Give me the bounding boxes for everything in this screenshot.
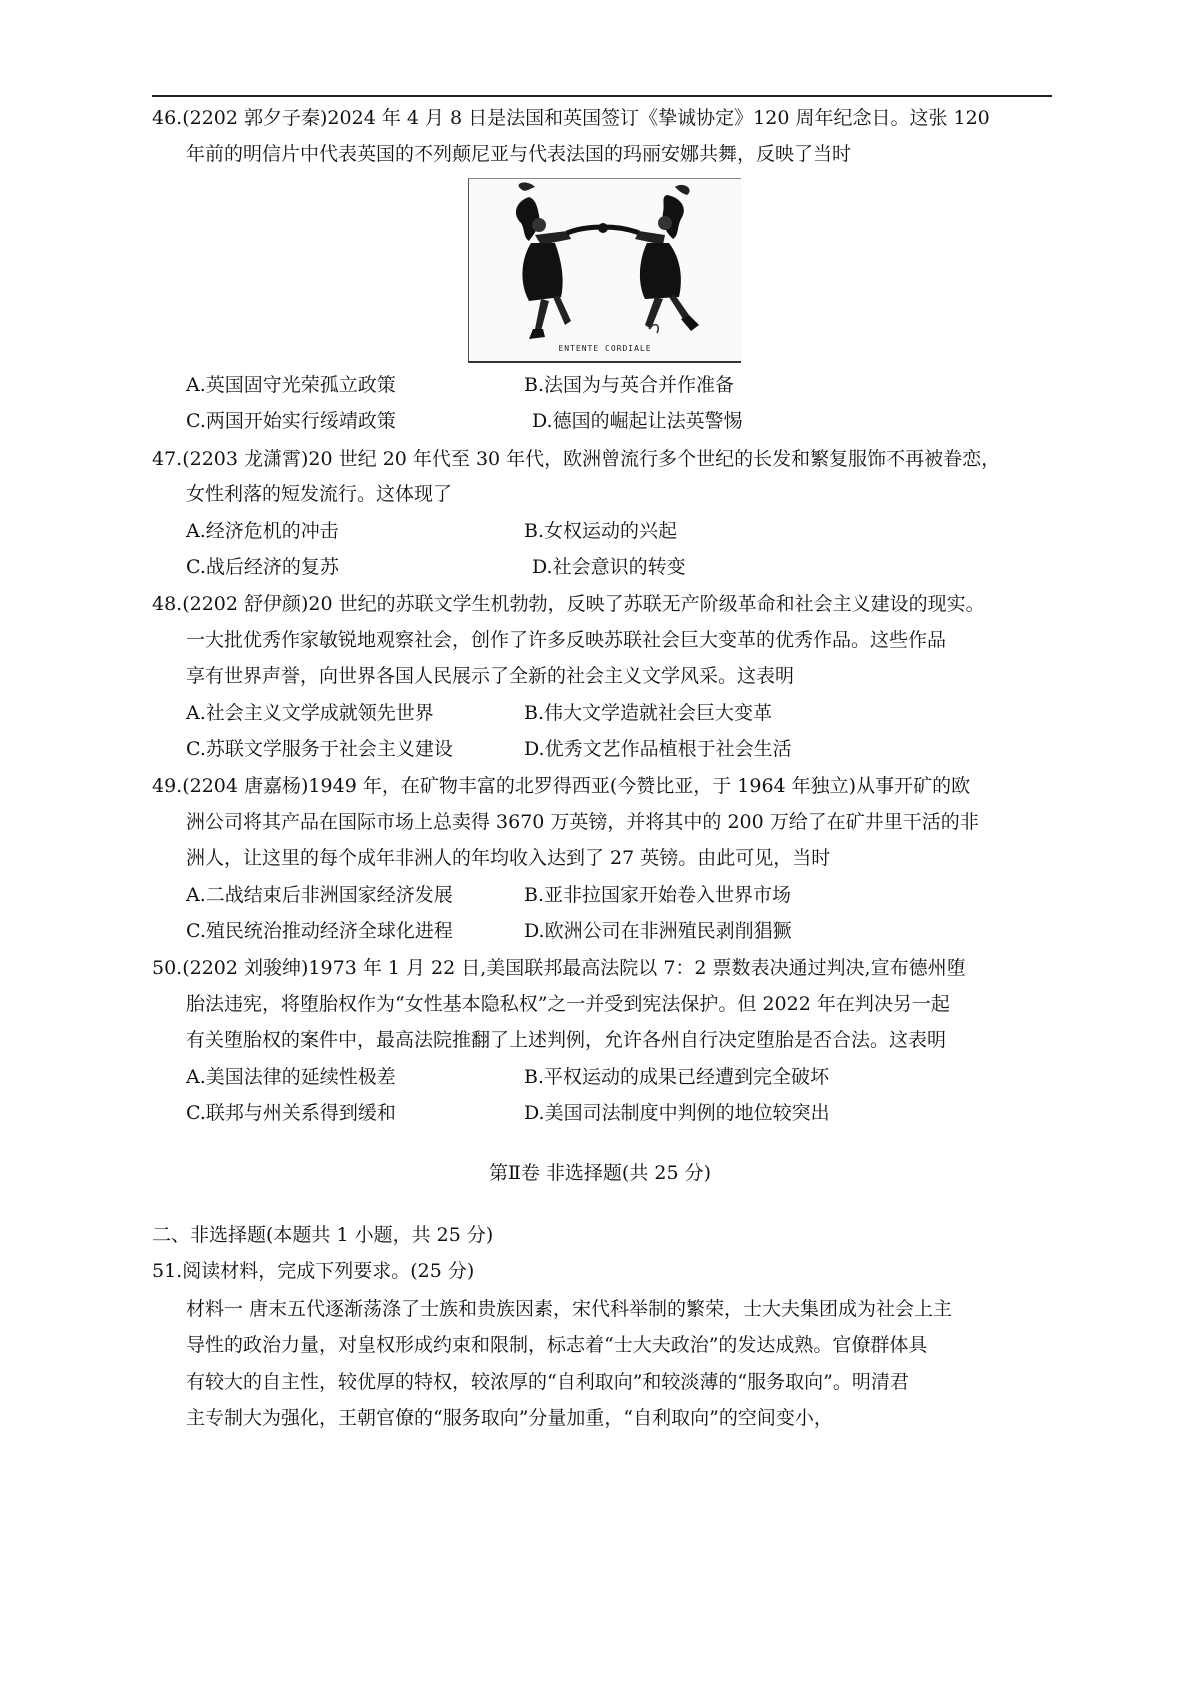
q47-stem-line-2: 女性利落的短发流行。这体现了 <box>186 483 453 505</box>
q48-option-b: B.伟大文学造就社会巨大变革 <box>524 702 773 724</box>
q49-option-c: C.殖民统治推动经济全球化进程 <box>186 920 453 942</box>
q50-stem-line-1: 50.(2202 刘骏绅)1973 年 1 月 22 日,美国联邦最高法院以 7：2 票数表决通过判决,宣布德州堕 <box>152 957 966 979</box>
q48-stem-line-3: 享有世界声誉，向世界各国人民展示了全新的社会主义文学风采。这表明 <box>186 665 795 687</box>
q48-option-d: D.优秀文艺作品植根于社会生活 <box>524 738 792 760</box>
q51-material-line-4: 主专制大为强化，王朝官僚的“服务取向”分量加重，“自利取向”的空间变小， <box>186 1407 833 1429</box>
q50-option-c: C.联邦与州关系得到缓和 <box>186 1102 396 1124</box>
q47-option-d: D.社会意识的转变 <box>532 556 686 578</box>
section-title: 第Ⅱ卷 非选择题(共 25 分) <box>488 1162 712 1184</box>
q49-option-b: B.亚非拉国家开始卷入世界市场 <box>524 884 792 906</box>
q50-stem-line-3: 有关堕胎权的案件中，最高法院推翻了上述判例，允许各州自行决定堕胎是否合法。这表明 <box>186 1029 947 1051</box>
section-heading: 二、非选择题(本题共 1 小题，共 25 分) <box>152 1224 494 1246</box>
q49-stem-line-1: 49.(2204 唐嘉杨)1949 年，在矿物丰富的北罗得西亚(今赞比亚，于 1964 年独立)从事开矿的欧 <box>152 775 971 797</box>
q50-option-a: A.美国法律的延续性极差 <box>186 1066 396 1088</box>
q49-stem-line-2: 洲公司将其产品在国际市场上总卖得 3670 万英镑，并将其中的 200 万给了在矿井里干活的非 <box>186 811 979 833</box>
q47-option-b: B.女权运动的兴起 <box>524 520 678 542</box>
q49-option-a: A.二战结束后非洲国家经济发展 <box>186 884 453 906</box>
q48-option-c: C.苏联文学服务于社会主义建设 <box>186 738 453 760</box>
q47-option-a: A.经济危机的冲击 <box>186 520 339 542</box>
q46-option-a: A.英国固守光荣孤立政策 <box>186 374 396 396</box>
q50-option-b: B.平权运动的成果已经遭到完全破坏 <box>524 1066 830 1088</box>
top-rule <box>152 95 1052 97</box>
dancing-figures-illustration <box>469 179 741 361</box>
q51-material-line-1: 材料一 唐末五代逐渐荡涤了士族和贵族因素，宋代科举制的繁荣，士大夫集团成为社会上主 <box>186 1298 953 1320</box>
q48-option-a: A.社会主义文学成就领先世界 <box>186 702 434 724</box>
postcard-image <box>468 178 741 363</box>
q46-option-b: B.法国为与英合并作准备 <box>524 374 735 396</box>
q47-option-c: C.战后经济的复苏 <box>186 556 339 578</box>
q51-material-line-3: 有较大的自主性，较优厚的特权，较浓厚的“自利取向”和较淡薄的“服务取向”。明清君 <box>186 1371 909 1393</box>
q50-stem-line-2: 胎法违宪，将堕胎权作为“女性基本隐私权”之一并受到宪法保护。但 2022 年在判决另一起 <box>186 993 950 1015</box>
q49-option-d: D.欧洲公司在非洲殖民剥削猖獗 <box>524 920 792 942</box>
q46-option-d: D.德国的崛起让法英警惕 <box>532 410 743 432</box>
q48-stem-line-2: 一大批优秀作家敏锐地观察社会，创作了许多反映苏联社会巨大变革的优秀作品。这些作品 <box>186 629 947 651</box>
q49-stem-line-3: 洲人，让这里的每个成年非洲人的年均收入达到了 27 英镑。由此可见，当时 <box>186 847 831 869</box>
q47-stem-line-1: 47.(2203 龙潇霄)20 世纪 20 年代至 30 年代，欧洲曾流行多个世纪的长发和繁复服饰不再被眷恋， <box>152 448 1001 470</box>
q50-option-d: D.美国司法制度中判例的地位较突出 <box>524 1102 830 1124</box>
q46-stem-line-1: 46.(2202 郭夕子秦)2024 年 4 月 8 日是法国和英国签订《挚诚协定》120 周年纪念日。这张 120 <box>152 107 990 129</box>
q46-stem-line-2: 年前的明信片中代表英国的不列颠尼亚与代表法国的玛丽安娜共舞，反映了当时 <box>186 143 852 165</box>
q46-option-c: C.两国开始实行绥靖政策 <box>186 410 396 432</box>
q48-stem-line-1: 48.(2202 舒伊颜)20 世纪的苏联文学生机勃勃，反映了苏联无产阶级革命和社会主义建设的现实。 <box>152 593 985 615</box>
postcard-caption: ENTENTE CORDIALE <box>558 344 652 353</box>
q51-title: 51.阅读材料，完成下列要求。(25 分) <box>152 1260 475 1282</box>
q51-material-line-2: 导性的政治力量，对皇权形成约束和限制，标志着“士大夫政治”的发达成熟。官僚群体具 <box>186 1334 928 1356</box>
